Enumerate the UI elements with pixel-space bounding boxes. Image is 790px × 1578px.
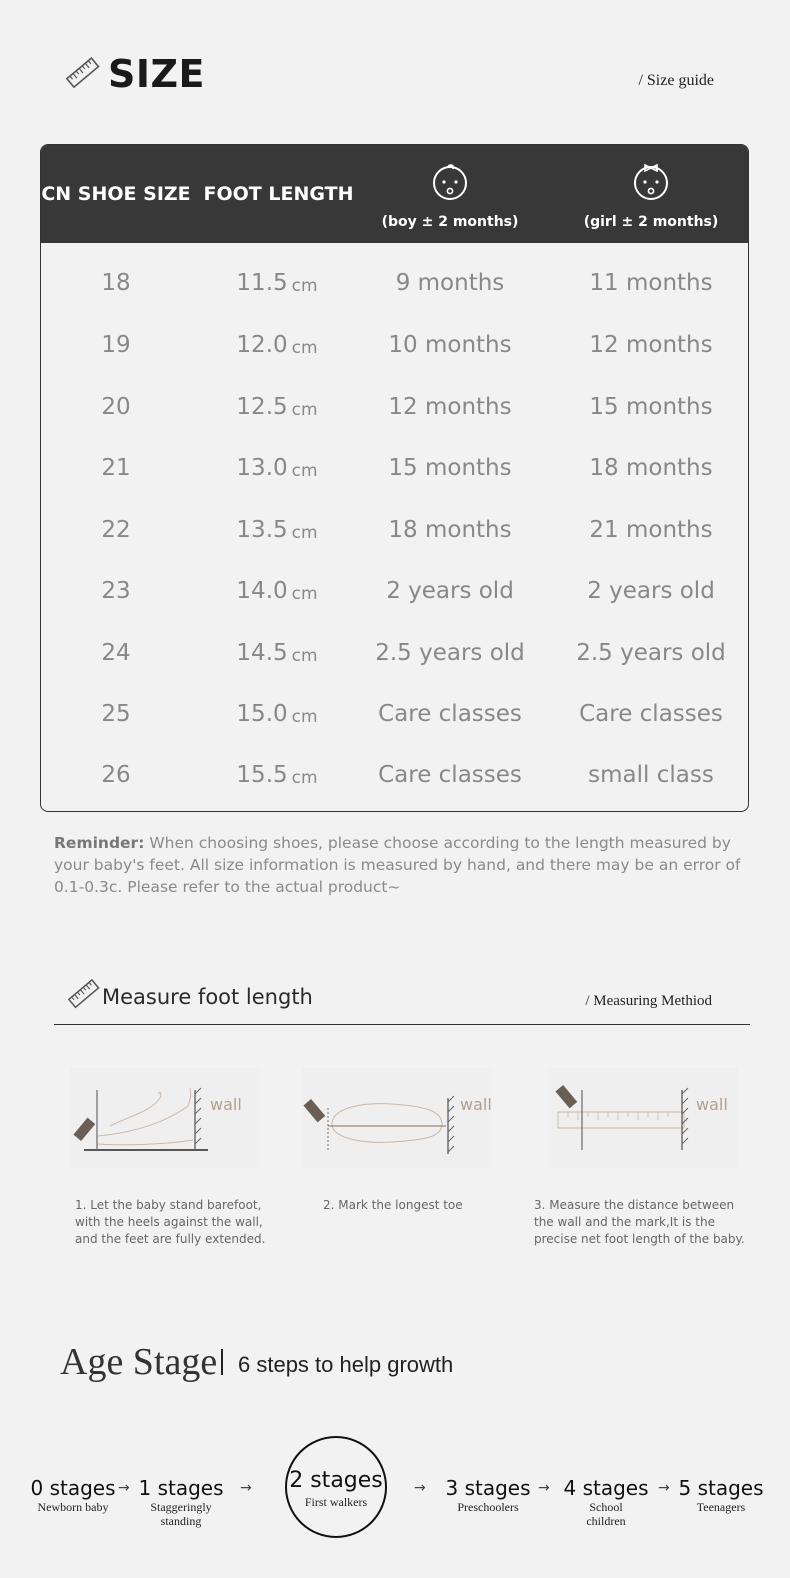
- step-3-text: 3. Measure the distance between the wall and the mark,It is the precise net foot length of the baby.: [534, 1198, 745, 1246]
- stage-name: 1 stages: [138, 1476, 224, 1500]
- table-row: [41, 437, 748, 499]
- table-row: [41, 252, 748, 314]
- unit-label: cm: [291, 461, 318, 481]
- step-2-illustration: [302, 1068, 492, 1168]
- unit-label: cm: [291, 584, 318, 604]
- cell-girl: small class: [588, 762, 714, 788]
- page-title: SIZE: [108, 52, 206, 96]
- unit-label: cm: [291, 646, 318, 666]
- header-shoe-size-label: CN SHOE SIZE: [41, 183, 191, 205]
- divider: [54, 1024, 750, 1025]
- cell-length: [191, 252, 363, 314]
- table-row: [41, 376, 748, 438]
- cell-girl: 11 months: [589, 270, 713, 296]
- reminder-text: When choosing shoes, please choose according to the length measured by your baby's feet. All size information is measured by hand, and there may be an error of 0.1-0.3c. Please refer to the actual product~: [54, 834, 741, 896]
- ruler-icon: [66, 56, 100, 90]
- length-value: 12.0: [236, 332, 288, 358]
- cell-boy: 15 months: [388, 455, 512, 481]
- header-boy: [363, 145, 537, 243]
- reminder-note: [54, 832, 744, 898]
- cell-boy: 2 years old: [386, 578, 514, 604]
- cell-size: 26: [101, 762, 131, 788]
- cell-boy: Care classes: [378, 762, 522, 788]
- baby-girl-icon: [631, 162, 671, 202]
- baby-boy-icon: [430, 162, 470, 202]
- cell-size: 20: [101, 394, 131, 420]
- stage-name: 2 stages: [289, 1468, 383, 1493]
- size-table: [40, 144, 749, 812]
- unit-label: cm: [291, 400, 318, 420]
- length-value: 15.0: [236, 701, 288, 727]
- cell-girl: 15 months: [589, 394, 713, 420]
- unit-label: cm: [291, 276, 318, 296]
- length-value: 14.0: [236, 578, 288, 604]
- unit-label: cm: [291, 768, 318, 788]
- table-row: [41, 499, 748, 561]
- cell-size: 22: [101, 517, 131, 543]
- stage-desc: School children: [586, 1500, 626, 1528]
- stage-desc: Staggeringly standing: [150, 1500, 212, 1528]
- arrow-icon: →: [658, 1480, 670, 1496]
- wall-label: wall: [210, 1095, 242, 1114]
- stage-3: [441, 1476, 535, 1514]
- length-value: 15.5: [236, 762, 288, 788]
- stage-name: 3 stages: [445, 1476, 531, 1500]
- cell-size: 23: [101, 578, 131, 604]
- cell-girl: 21 months: [589, 517, 713, 543]
- stage-desc: Preschoolers: [457, 1500, 519, 1514]
- measure-subtitle: / Measuring Methiod: [585, 993, 712, 1009]
- unit-label: cm: [291, 338, 318, 358]
- stage-4: [560, 1476, 652, 1528]
- cell-size: 25: [101, 701, 131, 727]
- cell-size: 24: [101, 640, 131, 666]
- cell-length: [191, 499, 363, 561]
- cell-length: [191, 744, 363, 806]
- wall-label: wall: [460, 1095, 492, 1114]
- cell-length: [191, 376, 363, 438]
- arrow-icon: →: [240, 1480, 252, 1496]
- cell-boy: 12 months: [388, 394, 512, 420]
- header-shoe-size: [41, 145, 191, 243]
- table-row: [41, 314, 748, 376]
- stage-name: 0 stages: [30, 1476, 116, 1500]
- cell-boy: 9 months: [395, 270, 505, 296]
- cell-size: 21: [101, 455, 131, 481]
- stage-name: 4 stages: [563, 1476, 649, 1500]
- stage-5: [676, 1476, 766, 1514]
- cell-girl: 18 months: [589, 455, 713, 481]
- table-row: [41, 744, 748, 806]
- arrow-icon: →: [414, 1480, 426, 1496]
- stage-1: [138, 1476, 224, 1528]
- age-stage-title: Age Stage: [60, 1341, 218, 1383]
- stage-desc: Teenagers: [696, 1500, 746, 1514]
- header-boy-label: (boy ± 2 months): [381, 214, 519, 230]
- divider: [221, 1349, 223, 1375]
- table-row: [41, 683, 748, 745]
- length-value: 11.5: [236, 270, 288, 296]
- cell-length: [191, 314, 363, 376]
- measure-title: Measure foot length: [102, 985, 313, 1009]
- cell-length: [191, 683, 363, 745]
- stage-2: [286, 1468, 386, 1509]
- table-header: [41, 145, 748, 243]
- cell-girl: 2 years old: [587, 578, 715, 604]
- step-1-text: 1. Let the baby stand barefoot, with the heels against the wall, and the feet are fully extended.: [75, 1198, 266, 1246]
- reminder-label: Reminder:: [54, 834, 145, 852]
- length-value: 12.5: [236, 394, 288, 420]
- length-value: 14.5: [236, 640, 288, 666]
- cell-size: 18: [101, 270, 131, 296]
- cell-boy: 2.5 years old: [375, 640, 525, 666]
- cell-length: [191, 622, 363, 684]
- table-row: [41, 622, 748, 684]
- arrow-icon: →: [118, 1480, 130, 1496]
- step-3-illustration: [548, 1068, 738, 1168]
- table-row: [41, 560, 748, 622]
- cell-size: 19: [101, 332, 131, 358]
- header-foot-length-label: FOOT LENGTH: [203, 183, 354, 205]
- cell-length: [191, 437, 363, 499]
- cell-girl: 2.5 years old: [576, 640, 726, 666]
- header-girl-label: (girl ± 2 months): [583, 214, 719, 230]
- header-girl: [551, 145, 749, 243]
- size-guide-label: / Size guide: [638, 72, 714, 89]
- length-value: 13.0: [236, 455, 288, 481]
- age-stage-subtitle: 6 steps to help growth: [238, 1352, 454, 1377]
- length-value: 13.5: [236, 517, 288, 543]
- step-2-text: 2. Mark the longest toe: [323, 1198, 463, 1212]
- stage-desc: First walkers: [304, 1495, 368, 1509]
- cell-boy: 18 months: [388, 517, 512, 543]
- wall-label: wall: [696, 1095, 728, 1114]
- cell-girl: Care classes: [579, 701, 723, 727]
- header-foot-length: [191, 145, 366, 243]
- cell-boy: Care classes: [378, 701, 522, 727]
- cell-boy: 10 months: [388, 332, 512, 358]
- cell-length: [191, 560, 363, 622]
- step-1-illustration: [70, 1068, 260, 1168]
- ruler-icon: [68, 978, 100, 1010]
- arrow-icon: →: [538, 1480, 550, 1496]
- unit-label: cm: [291, 523, 318, 543]
- stage-0: [28, 1476, 118, 1514]
- cell-girl: 12 months: [589, 332, 713, 358]
- stage-name: 5 stages: [678, 1476, 764, 1500]
- stage-desc: Newborn baby: [37, 1500, 109, 1514]
- unit-label: cm: [291, 707, 318, 727]
